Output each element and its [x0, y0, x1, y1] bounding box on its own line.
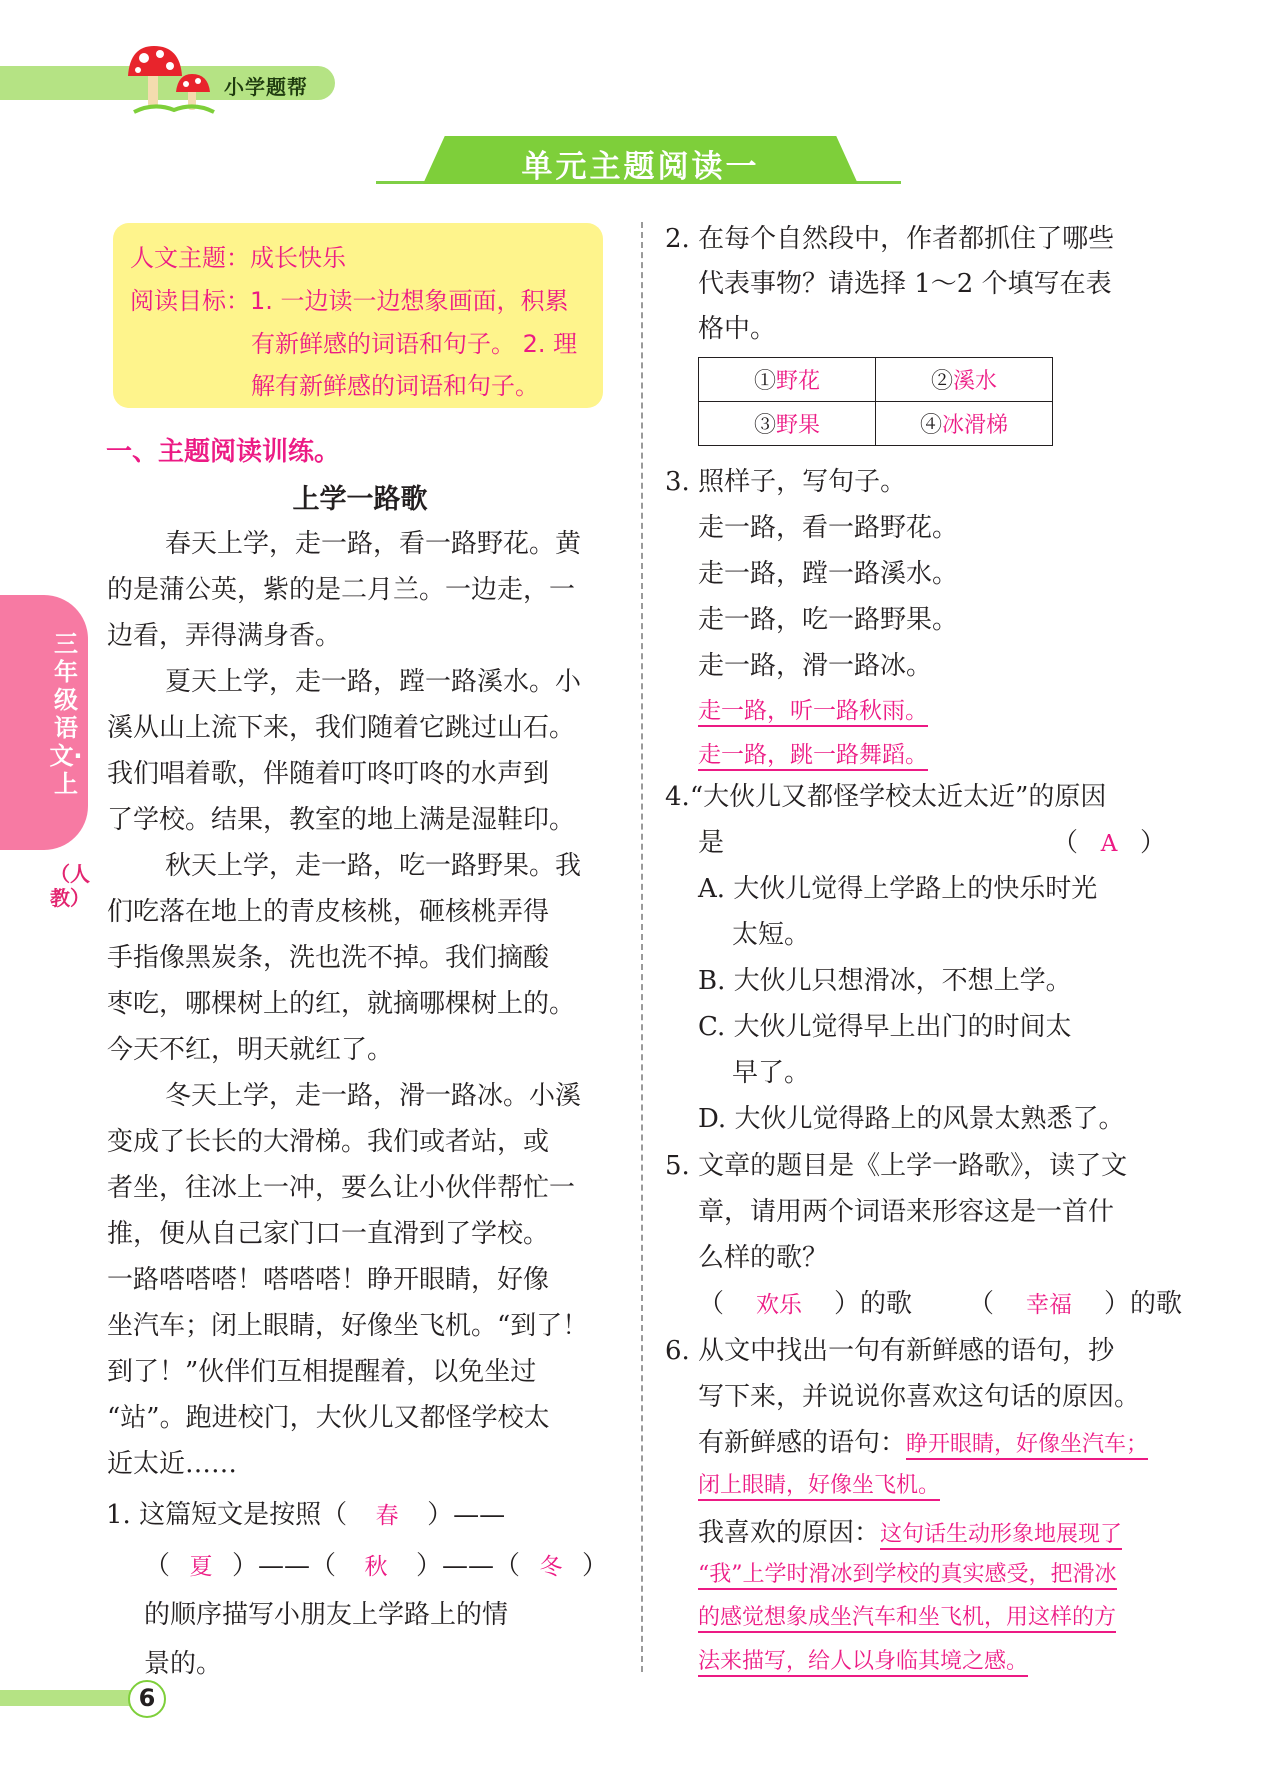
column-divider: [641, 222, 643, 1672]
q3-example: 走一路，蹚一路溪水。: [698, 559, 959, 589]
q4-stem: 4.“大伙儿又都怪学校太近太近”的原因: [665, 782, 1107, 812]
q6-sentence-line-2: 闭上眼睛，好像坐飞机。: [698, 1468, 940, 1499]
passage-line: 今天不红，明天就红了。: [107, 1035, 394, 1065]
passage-line: 我们唱着歌，伴随着叮咚叮咚的水声到: [107, 759, 550, 789]
q6-sentence-line-1: 有新鲜感的语句：睁开眼睛，好像坐汽车；: [698, 1428, 1149, 1458]
q3-answer: 走一路，跳一路舞蹈。: [698, 736, 928, 769]
q6-stem-2: 写下来，并说说你喜欢这句话的原因。: [698, 1382, 1141, 1412]
q4-option: C. 大伙儿觉得早上出门的时间太: [698, 1012, 1072, 1042]
table-cell: ②溪水: [876, 358, 1053, 402]
section-heading: 一、主题阅读训练。: [106, 437, 341, 467]
q5-stem-3: 么样的歌？: [698, 1243, 829, 1273]
q4-option: A. 大伙儿觉得上学路上的快乐时光: [698, 874, 1098, 904]
answer-table: [698, 357, 1053, 446]
passage-line: 夏天上学，走一路，蹚一路溪水。小: [165, 667, 582, 697]
q1-answer-3: 秋: [364, 1554, 388, 1580]
q6-reason-line-3: 的感觉想象成坐汽车和坐飞机，用这样的方: [698, 1600, 1116, 1631]
q3-example: 走一路，滑一路冰。: [698, 651, 933, 681]
q6-reason-line-1: 我喜欢的原因：这句话生动形象地展现了: [698, 1518, 1123, 1548]
q1-answer-4: 冬: [539, 1554, 563, 1580]
q3-prompt: 3. 照样子，写句子。: [665, 467, 907, 497]
q4-option: B. 大伙儿只想滑冰，不想上学。: [698, 966, 1072, 996]
q5-answer-2: （ 幸福 ）的歌: [968, 1289, 1183, 1319]
passage-line: 一路嗒嗒嗒！嗒嗒嗒！睁开眼睛，好像: [107, 1265, 550, 1295]
goal-line-2: 有新鲜感的词语和句子。 2. 理: [251, 330, 578, 358]
page-number: 6: [138, 1684, 156, 1712]
passage-line: 了学校。结果，教室的地上满是湿鞋印。: [107, 805, 576, 835]
q1-answer-1: 春: [375, 1503, 399, 1529]
q1-line-2: （ 夏 ）——（ 秋 ）——（ 冬 ）: [144, 1545, 608, 1582]
q4-answer-bracket: （ A ）: [1052, 828, 1167, 858]
q2-line-2: 代表事物？请选择 1～2 个填写在表: [698, 269, 1112, 299]
q1-line-1: 1. 这篇短文是按照（ 春 ）——: [106, 1494, 505, 1531]
passage-line: 近太近……: [107, 1449, 238, 1479]
mushroom-icon: [124, 42, 219, 114]
passage-line: 边看，弄得满身香。: [107, 621, 342, 651]
table-cell: ①野花: [699, 358, 876, 402]
goal-line-3: 解有新鲜感的词语和句子。: [251, 372, 539, 400]
table-cell: ④冰滑梯: [876, 402, 1053, 446]
passage-line: 春天上学，走一路，看一路野花。黄: [165, 529, 582, 559]
q5-answer-1: （ 欢乐 ）的歌: [698, 1289, 913, 1319]
q5-stem: 5. 文章的题目是《上学一路歌》，读了文: [665, 1151, 1128, 1181]
side-tab-edition: （人教）: [50, 862, 90, 910]
q4-option: 太短。: [732, 920, 811, 950]
passage-line: 推，便从自己家门口一直滑到了学校。: [107, 1219, 550, 1249]
passage-line: “站”。跑进校门，大伙儿又都怪学校太: [107, 1403, 550, 1433]
q5-stem-2: 章，请用两个词语来形容这是一首什: [698, 1197, 1115, 1227]
passage-line: 变成了长长的大滑梯。我们或者站，或: [107, 1127, 550, 1157]
side-tab-grade: 三年级语文·上: [49, 630, 83, 798]
passage-line: 秋天上学，走一路，吃一路野果。我: [165, 851, 582, 881]
theme-line: 人文主题：成长快乐: [130, 244, 346, 272]
passage-title: 上学一路歌: [292, 484, 428, 515]
passage-line: 冬天上学，走一路，滑一路冰。小溪: [165, 1081, 582, 1111]
q1-answer-2: 夏: [189, 1554, 213, 1580]
passage-line: 的是蒲公英，紫的是二月兰。一边走，一: [107, 575, 576, 605]
passage-line: 手指像黑炭条，洗也洗不掉。我们摘酸: [107, 943, 550, 973]
brand-name: 小学题帮: [224, 75, 308, 99]
table-cell: ③野果: [699, 402, 876, 446]
q6-reason-line-4: 法来描写，给人以身临其境之感。: [698, 1644, 1028, 1675]
passage-line: 枣吃，哪棵树上的红，就摘哪棵树上的。: [107, 989, 576, 1019]
q3-example: 走一路，吃一路野果。: [698, 605, 959, 635]
q1-line-3: 的顺序描写小朋友上学路上的情: [144, 1600, 509, 1630]
q6-stem: 6. 从文中找出一句有新鲜感的语句，抄: [665, 1336, 1115, 1366]
q4-option: 早了。: [732, 1058, 811, 1088]
q2-line-1: 2. 在每个自然段中，作者都抓住了哪些: [665, 224, 1115, 254]
q4-stem-2: 是: [698, 828, 725, 858]
q2-line-3: 格中。: [698, 314, 777, 344]
page-title: 单元主题阅读一: [521, 149, 760, 185]
passage-line: 者坐，往冰上一冲，要么让小伙伴帮忙一: [107, 1173, 576, 1203]
passage-line: 坐汽车；闭上眼睛，好像坐飞机。“到了！: [107, 1311, 589, 1341]
goal-line-1: 阅读目标：1. 一边读一边想象画面，积累: [130, 287, 569, 315]
q6-reason-line-2: “我”上学时滑冰到学校的真实感受，把滑冰: [698, 1557, 1117, 1588]
q1-line-4: 景的。: [144, 1649, 223, 1679]
q4-answer: A: [1100, 831, 1118, 857]
passage-line: 溪从山上流下来，我们随着它跳过山石。: [107, 713, 576, 743]
q3-answer: 走一路，听一路秋雨。: [698, 692, 928, 725]
q4-option: D. 大伙儿觉得路上的风景太熟悉了。: [698, 1104, 1125, 1134]
passage-line: 们吃落在地上的青皮核桃，砸核桃弄得: [107, 897, 550, 927]
passage-line: 到了！”伙伴们互相提醒着，以免坐过: [107, 1357, 537, 1387]
q3-example: 走一路，看一路野花。: [698, 513, 959, 543]
